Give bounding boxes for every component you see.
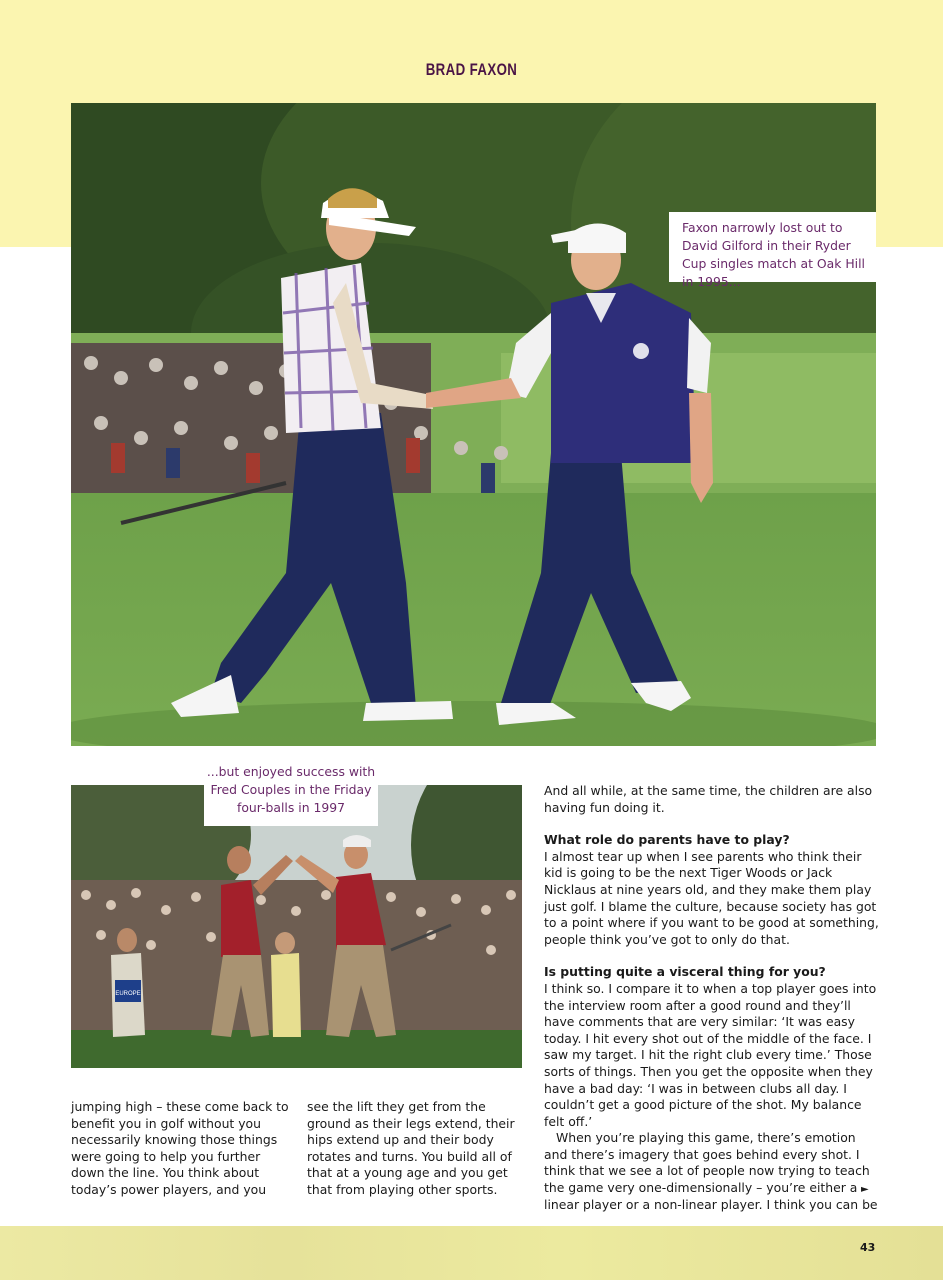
- second-photo-caption: ...but enjoyed success with Fred Couples in the Friday four-balls in 1997: [204, 760, 378, 826]
- europe-sign-text: EUROPE: [115, 991, 141, 997]
- article-paragraph: jumping high – these come back to benefit you in golf without you necessarily knowing those things were going to help you further down the line. You think about today’s power players, and you: [71, 1099, 289, 1197]
- article-paragraph: And all while, at the same time, the children are also having fun doing it.: [544, 783, 873, 815]
- interview-question: What role do parents have to play?: [544, 832, 790, 848]
- handshake-illustration: [71, 103, 876, 746]
- interview-answer: I almost tear up when I see parents who think their kid is going to be the next Tiger Woods or Jack Nicklaus at nine years old, and they make them play just golf. I blame the culture, because society has got to a point where if you want to be good at something, people think you’ve got to only do that.: [544, 848, 879, 947]
- main-photo-handshake: [71, 103, 876, 746]
- interview-answer: When you’re playing this game, there’s emotion and there’s imagery that goes behind every shot. I think that we see a lot of people now trying to teach the game very one-dimensionally – you’re either a linear player or a non-linear player. I think you can be: [544, 1130, 878, 1212]
- continue-arrow-icon: ►: [861, 1184, 869, 1195]
- article-column-right: [544, 783, 879, 1213]
- high-five-illustration: [71, 785, 522, 1068]
- main-photo-caption: Faxon narrowly lost out to David Gilford in their Ryder Cup singles match at Oak Hill in 1995...: [669, 212, 876, 282]
- running-head: BRAD FAXON: [425, 60, 518, 79]
- second-photo-high-five: [71, 785, 522, 1068]
- interview-answer: I think so. I compare it to when a top player goes into the interview room after a good round and they’ll have comments that are very similar: ‘It was easy today. I hit every shot out of the middle of the face. I saw my target. I hit the right club every time.’ Those sorts of things. Then you get the opposite when they have a bad day: ‘I was in between clubs all day. I couldn’t get a good picture of the shot. My balance felt off.’: [544, 980, 877, 1129]
- article-paragraph: see the lift they get from the ground as their legs extend, their hips extend up and their body rotates and turns. You build all of that at a young age and you get that from playing other sports.: [307, 1099, 515, 1197]
- article-column-left-1: [71, 1099, 293, 1199]
- bottom-color-band: [0, 1226, 943, 1280]
- page-number: 43: [860, 1241, 876, 1254]
- interview-question: Is putting quite a visceral thing for you?: [544, 964, 826, 980]
- article-column-left-2: [307, 1099, 519, 1199]
